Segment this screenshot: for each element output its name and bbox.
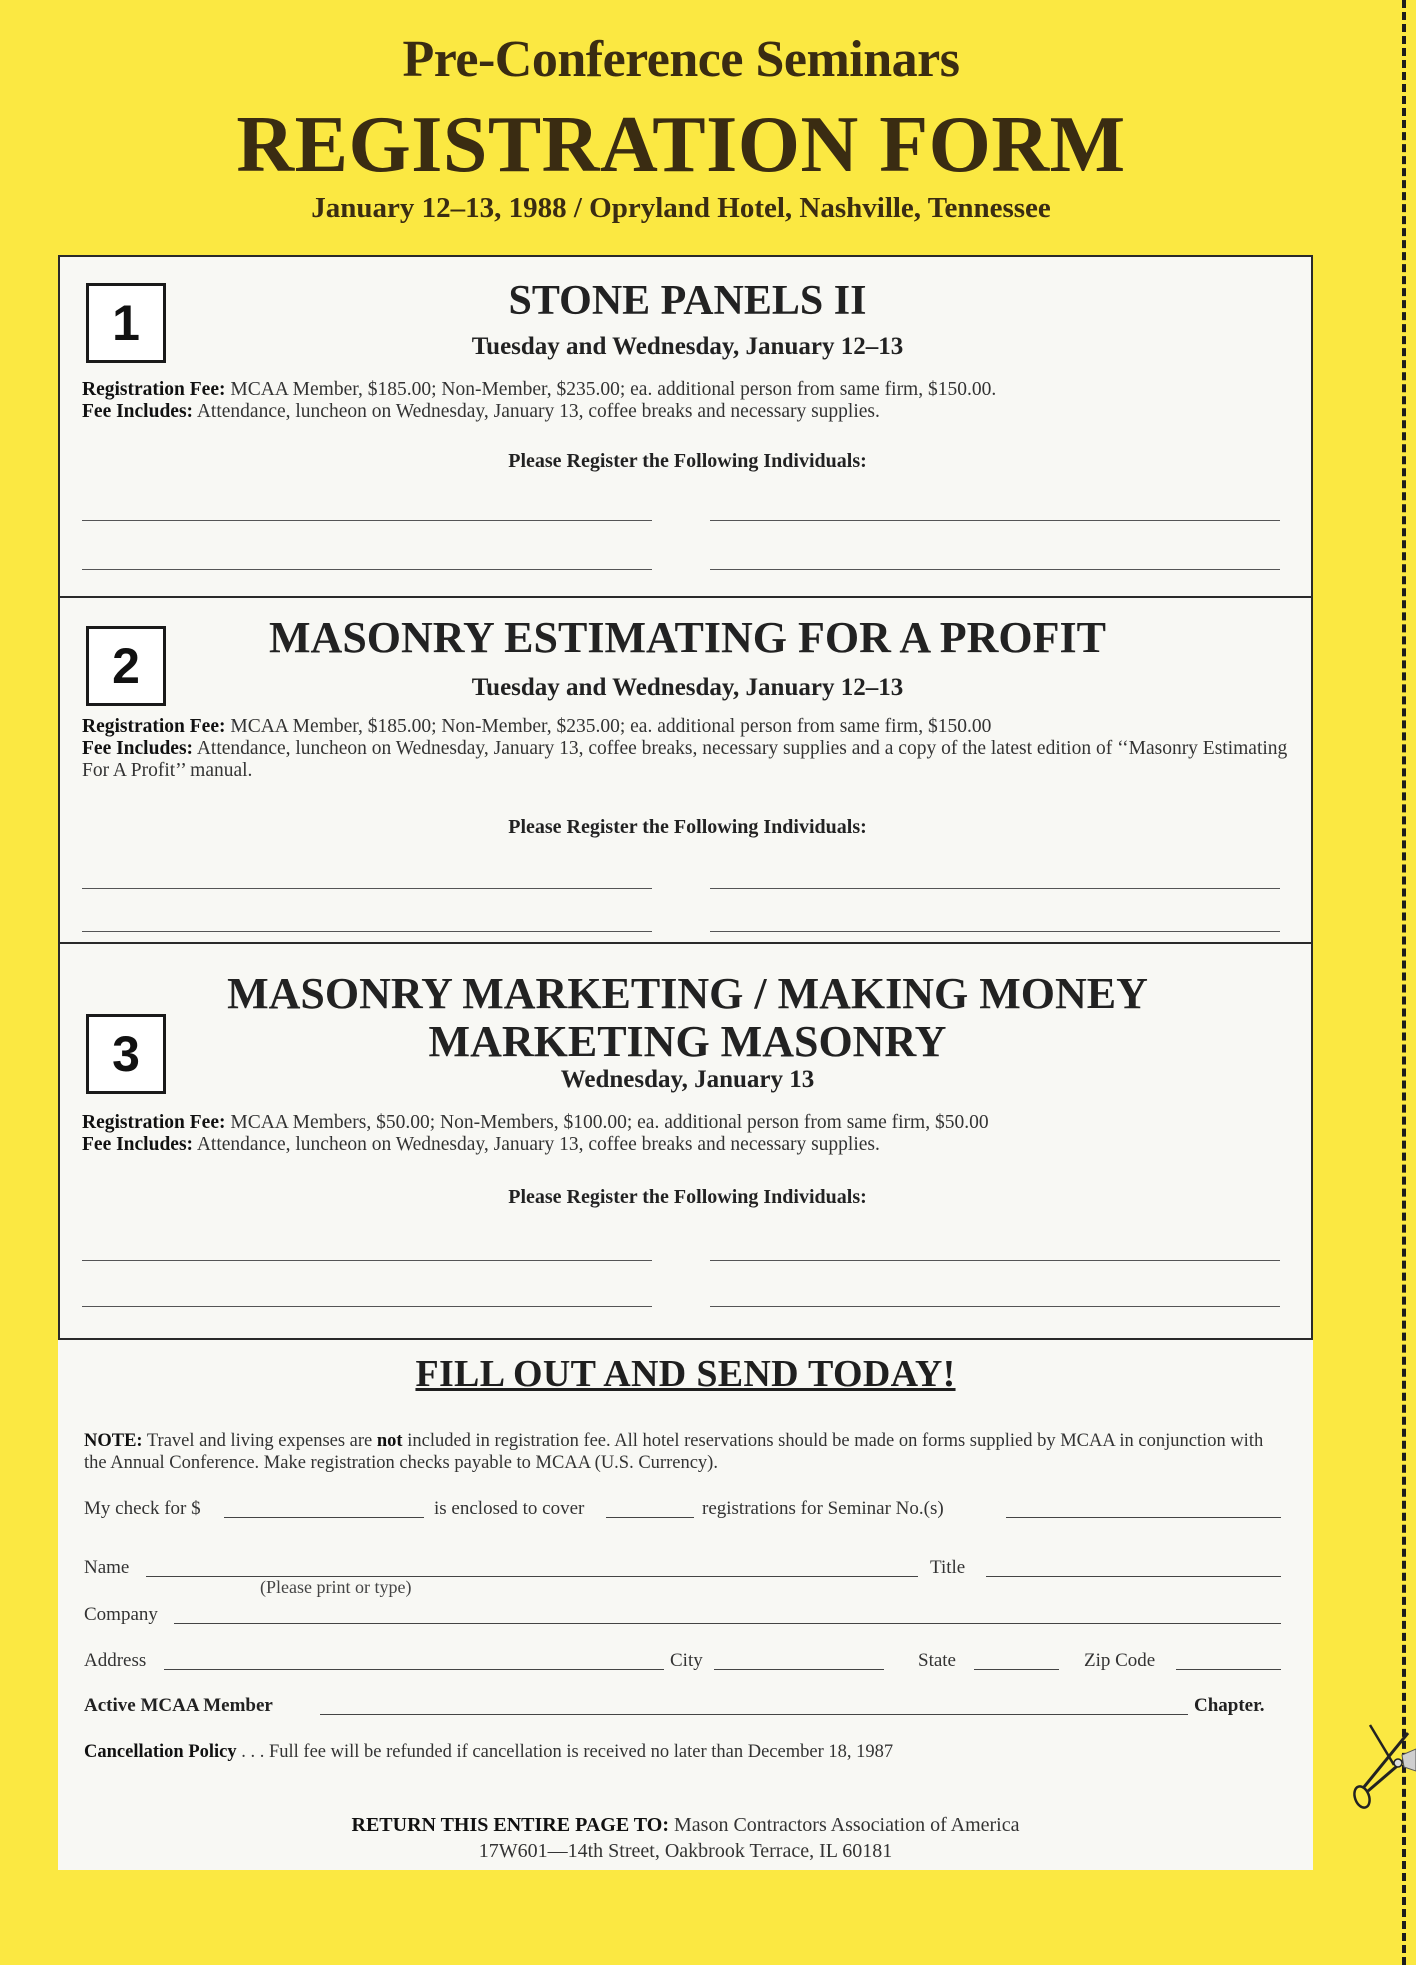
zip-label: Zip Code [1084, 1650, 1156, 1671]
cancellation-label: Cancellation Policy [84, 1742, 237, 1762]
state-field[interactable] [974, 1669, 1059, 1670]
return-label: RETURN THIS ENTIRE PAGE TO: [351, 1814, 669, 1836]
address-field[interactable] [164, 1669, 664, 1670]
registrant-line[interactable] [82, 1260, 652, 1261]
print-hint: (Please print or type) [260, 1577, 412, 1597]
chapter-field[interactable] [320, 1714, 1188, 1715]
company-field[interactable] [174, 1623, 1281, 1624]
seminar-2-number: 2 [86, 626, 166, 706]
fee-label: Registration Fee: [82, 1112, 226, 1133]
seminar-1-title: STONE PANELS II [508, 278, 867, 324]
registrant-line[interactable] [82, 569, 652, 570]
note-text-2: included in registration fee. All hotel reservations should be made on forms supplied by MCAA in conjunction with the Annual Conference. Make registration checks payable to MCAA (U.S. Currency). [84, 1431, 1264, 1473]
registrant-line[interactable] [82, 520, 652, 521]
registrant-line[interactable] [710, 931, 1280, 932]
seminar-numbers-label: registrations for Seminar No.(s) [702, 1498, 944, 1519]
city-label: City [670, 1650, 703, 1671]
address-row [84, 1644, 1281, 1674]
fill-out-heading: FILL OUT AND SEND TODAY! [415, 1353, 956, 1395]
seminar-2-dates: Tuesday and Wednesday, January 12–13 [471, 674, 904, 701]
seminar-3-title-line-2: MARKETING MASONRY [428, 1017, 947, 1066]
member-row [84, 1689, 1281, 1719]
includes-label: Fee Includes: [82, 401, 194, 422]
state-label: State [918, 1650, 956, 1671]
registrant-line[interactable] [710, 520, 1280, 521]
seminar-3-register-prompt: Please Register the Following Individuals: [508, 1186, 867, 1208]
note-emphasis: not [376, 1431, 403, 1451]
title-field[interactable] [986, 1576, 1281, 1577]
enclosed-label: is enclosed to cover [434, 1498, 585, 1519]
company-label: Company [84, 1604, 158, 1625]
registration-count-field[interactable] [606, 1517, 694, 1518]
seminar-1-dates: Tuesday and Wednesday, January 12–13 [471, 333, 904, 360]
fee-label: Registration Fee: [82, 379, 226, 400]
seminar-numbers-field[interactable] [1006, 1517, 1281, 1518]
member-label: Active MCAA Member [84, 1695, 273, 1716]
chapter-label: Chapter. [1194, 1695, 1265, 1716]
fee-text: MCAA Member, $185.00; Non-Member, $235.00; ea. additional person from same firm, $150.00 [230, 716, 992, 737]
includes-text: Attendance, luncheon on Wednesday, January 13, coffee breaks and necessary supplies. [196, 1134, 880, 1155]
payment-row [84, 1492, 1281, 1522]
seminar-2-title: MASONRY ESTIMATING FOR A PROFIT [269, 613, 1106, 662]
seminar-3-box [58, 942, 1313, 1340]
seminar-3-dates: Wednesday, January 13 [560, 1066, 815, 1093]
event-date-location: January 12–13, 1988 / Opryland Hotel, Nashville, Tennessee [311, 192, 1051, 224]
city-field[interactable] [714, 1669, 884, 1670]
registrant-line[interactable] [82, 931, 652, 932]
page-subtitle: Pre-Conference Seminars [402, 31, 960, 88]
registrant-line[interactable] [710, 888, 1280, 889]
registrant-line[interactable] [710, 569, 1280, 570]
seminar-3-title-line-1: MASONRY MARKETING / MAKING MONEY [227, 969, 1148, 1018]
form-note [84, 1430, 1284, 1474]
seminar-3-number: 3 [86, 1014, 166, 1094]
seminar-2-fees [82, 716, 1297, 782]
cancellation-policy [84, 1742, 1281, 1763]
seminar-2-register-prompt: Please Register the Following Individuals: [508, 816, 867, 838]
check-amount-field[interactable] [224, 1517, 424, 1518]
note-text-1: Travel and living expenses are [146, 1431, 373, 1451]
seminar-1-number: 1 [86, 283, 166, 363]
seminar-1-fees [82, 379, 1297, 423]
return-instruction [58, 1814, 1313, 1837]
zip-field[interactable] [1176, 1669, 1281, 1670]
return-organization: Mason Contractors Association of America [674, 1814, 1020, 1836]
seminar-1-register-prompt: Please Register the Following Individuals: [508, 450, 867, 472]
page-title: REGISTRATION FORM [236, 101, 1126, 189]
cancellation-text: . . . Full fee will be refunded if cancellation is received no later than December 18, 1987 [241, 1742, 894, 1762]
registrant-line[interactable] [710, 1306, 1280, 1307]
cut-line [1402, 0, 1406, 1965]
registrant-line[interactable] [82, 888, 652, 889]
title-label: Title [930, 1557, 966, 1578]
scissors-icon [1350, 1715, 1416, 1810]
check-amount-label: My check for $ [84, 1498, 201, 1519]
note-label: NOTE: [84, 1431, 143, 1451]
seminar-2-box [58, 596, 1313, 944]
seminar-1-box [58, 255, 1313, 598]
company-row [84, 1598, 1281, 1628]
includes-text: Attendance, luncheon on Wednesday, January 13, coffee breaks, necessary supplies and a copy of the latest edition of ‘‘Masonry Estimating For A Profit’’ manual. [82, 738, 1288, 781]
fee-text: MCAA Member, $185.00; Non-Member, $235.00; ea. additional person from same firm, $150.00. [230, 379, 997, 400]
name-label: Name [84, 1557, 130, 1578]
return-address: 17W601—14th Street, Oakbrook Terrace, IL 60181 [478, 1840, 893, 1862]
seminar-3-fees [82, 1112, 1297, 1156]
fee-text: MCAA Members, $50.00; Non-Members, $100.00; ea. additional person from same firm, $50.00 [230, 1112, 989, 1133]
includes-text: Attendance, luncheon on Wednesday, January 13, coffee breaks and necessary supplies. [196, 401, 880, 422]
includes-label: Fee Includes: [82, 1134, 194, 1155]
fee-label: Registration Fee: [82, 716, 226, 737]
address-label: Address [84, 1650, 147, 1671]
registrant-line[interactable] [82, 1306, 652, 1307]
registrant-line[interactable] [710, 1260, 1280, 1261]
includes-label: Fee Includes: [82, 738, 194, 759]
